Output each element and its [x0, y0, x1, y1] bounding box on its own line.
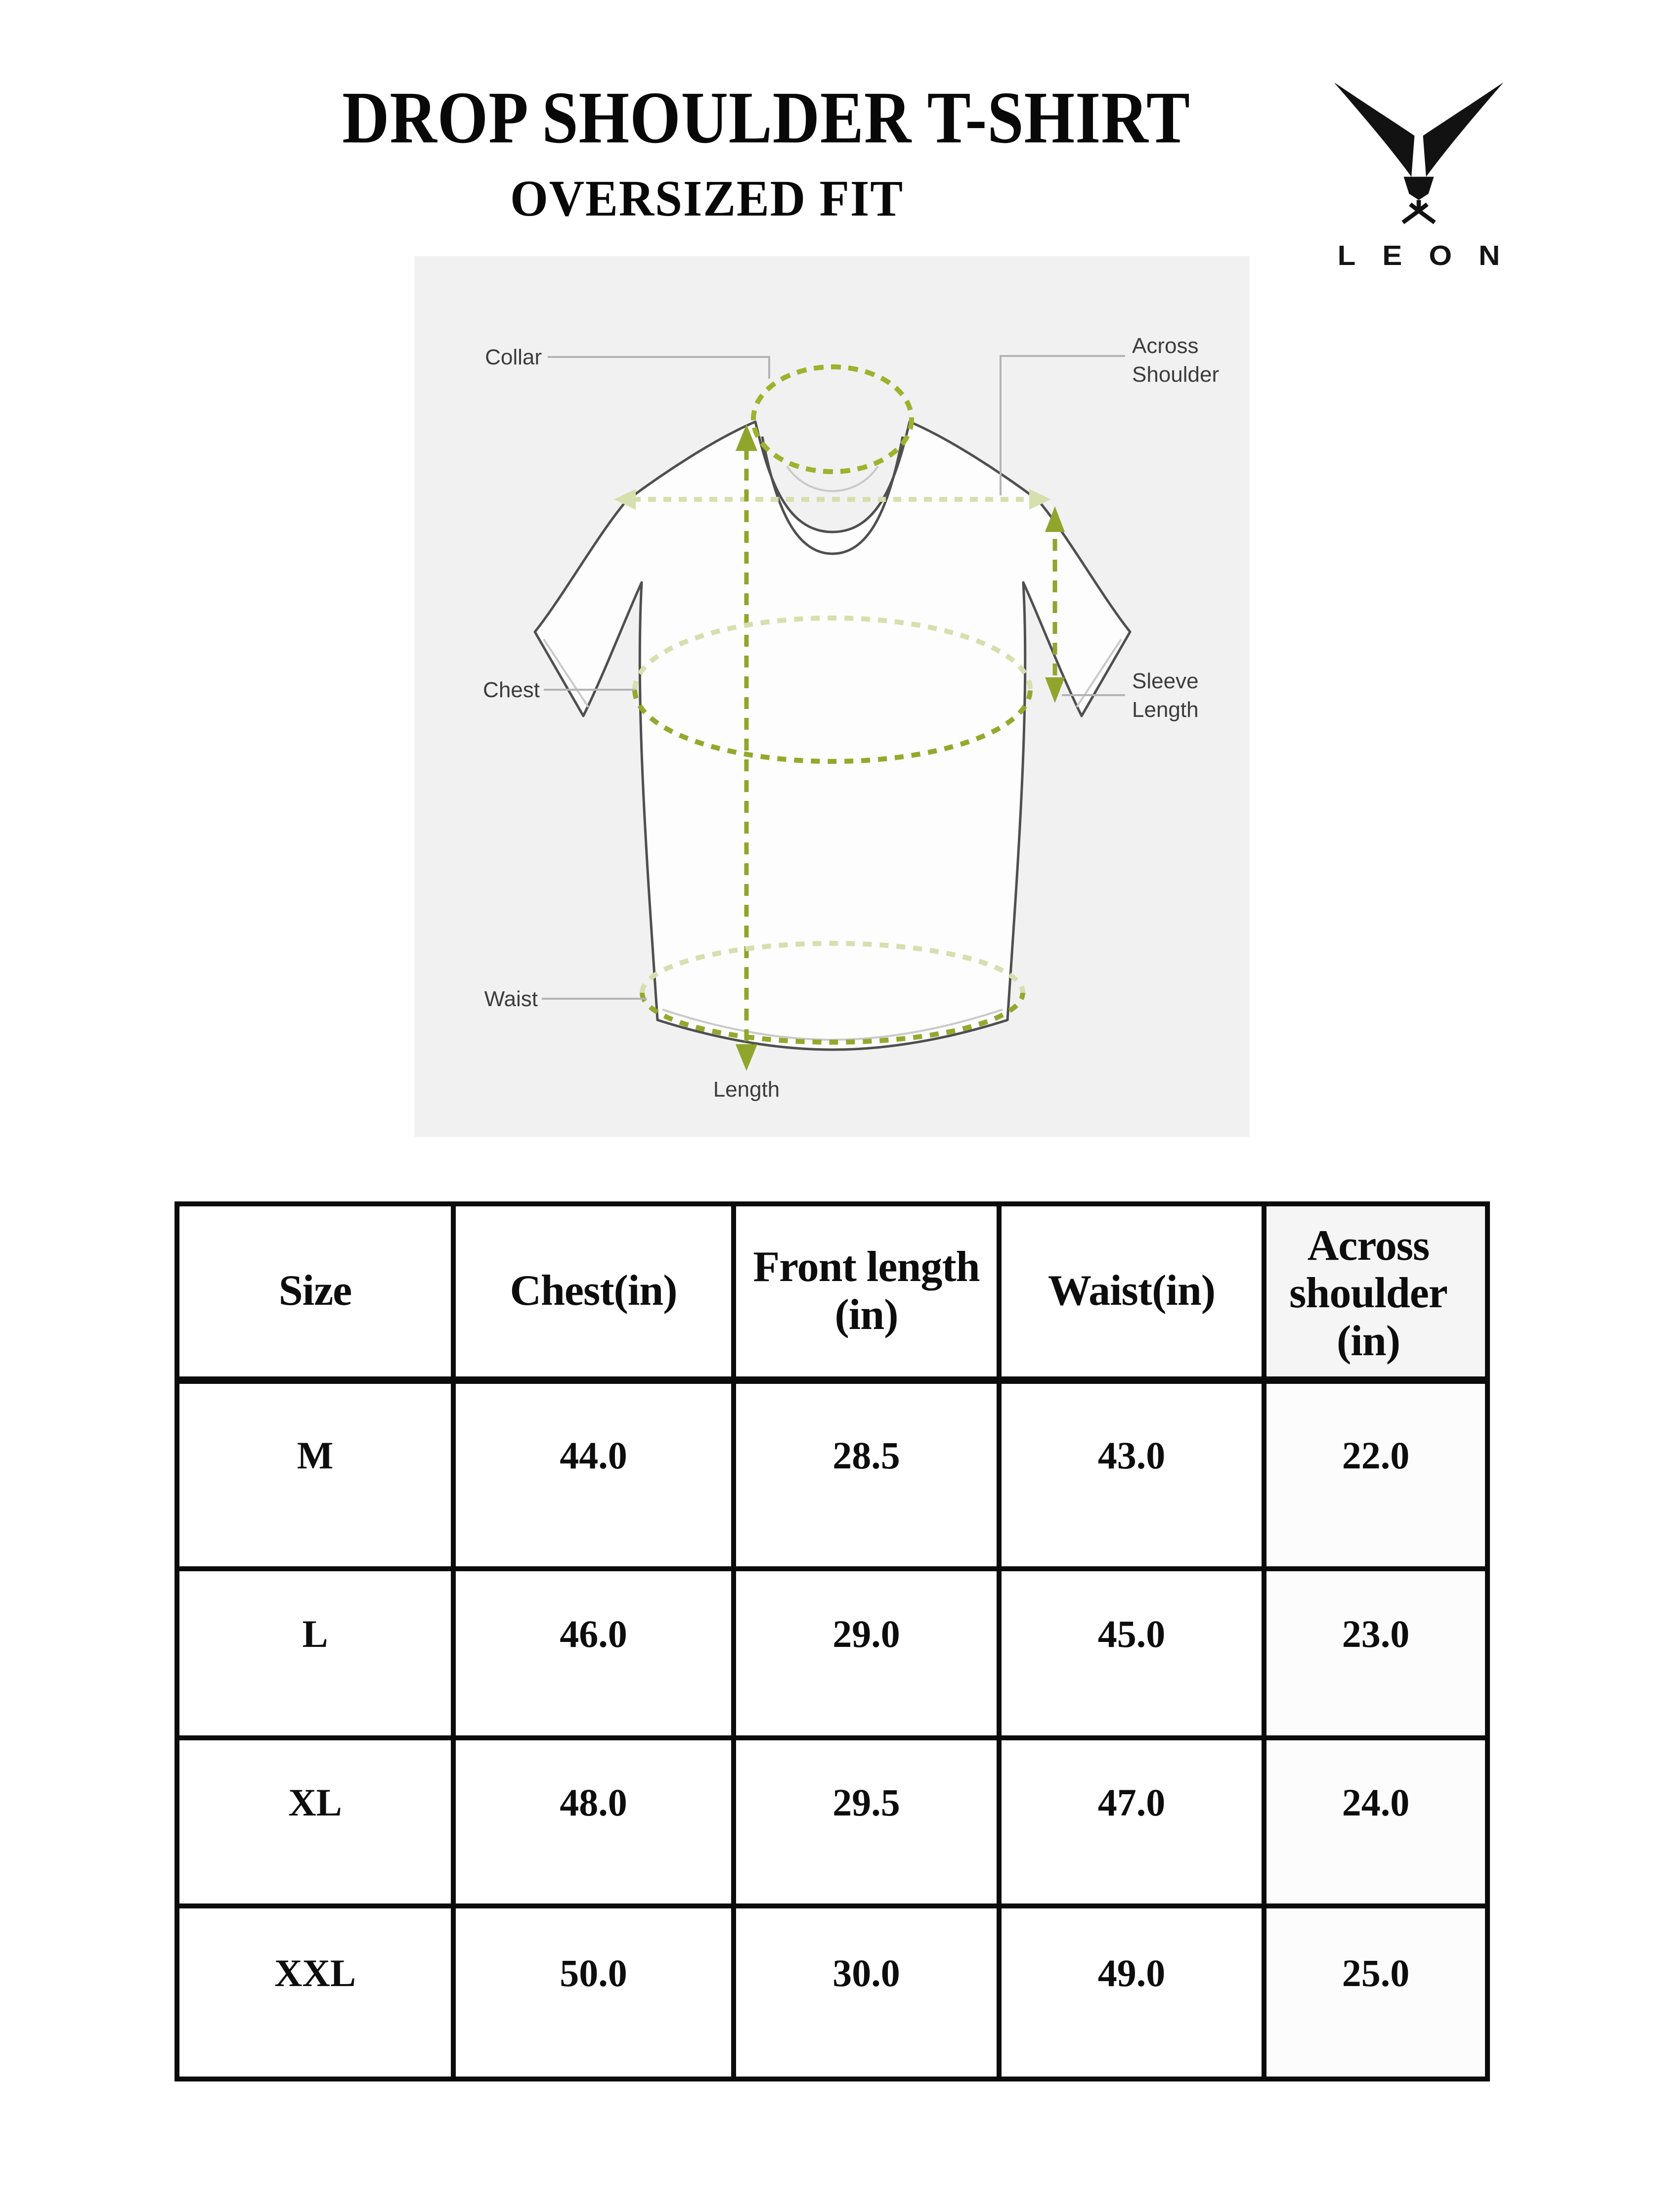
table-row-m	[177, 1380, 1487, 1569]
tshirt-illustration	[414, 256, 1250, 1137]
chest-cell: 48.0	[453, 1738, 734, 1906]
table-row-xxl	[177, 1906, 1487, 2079]
front-length-cell: 28.5	[734, 1380, 999, 1569]
waist-cell: 49.0	[999, 1906, 1264, 2079]
waist-cell: 45.0	[999, 1569, 1264, 1738]
table-header-row	[177, 1204, 1487, 1380]
chest-cell: 46.0	[453, 1569, 734, 1738]
size-cell: M	[177, 1380, 453, 1569]
size-cell: XL	[177, 1738, 453, 1906]
table-row-xl	[177, 1738, 1487, 1906]
waist-cell: 43.0	[999, 1380, 1264, 1569]
table-row-l	[177, 1569, 1487, 1738]
column-header-front-length: Front length (in)	[734, 1204, 999, 1380]
diagram-label-length: Length	[713, 1077, 780, 1102]
brand-wordmark: LEON	[1337, 239, 1527, 271]
size-cell: L	[177, 1569, 453, 1738]
waist-cell: 47.0	[999, 1738, 1264, 1906]
size-cell: XXL	[177, 1906, 453, 2079]
front-length-cell: 29.0	[734, 1569, 999, 1738]
page-subtitle: OVERSIZED FIT	[510, 170, 904, 227]
front-length-cell: 30.0	[734, 1906, 999, 2079]
brand-logo	[1315, 79, 1527, 272]
diagram-label-across-shoulder-line1: Across	[1132, 334, 1199, 358]
chest-cell: 44.0	[453, 1380, 734, 1569]
size-table	[175, 1201, 1490, 2081]
page-title: DROP SHOULDER T-SHIRT	[342, 77, 1190, 159]
chest-cell: 50.0	[453, 1906, 734, 2079]
diagram-label-sleeve-length-line1: Sleeve	[1132, 669, 1199, 693]
column-header-across-shoulder: Across shoulder (in)	[1264, 1204, 1487, 1380]
size-diagram-panel	[414, 256, 1250, 1137]
across-shoulder-leader-line	[1001, 356, 1125, 495]
diagram-label-chest: Chest	[483, 678, 540, 702]
front-length-cell: 29.5	[734, 1738, 999, 1906]
across-shoulder-cell: 24.0	[1264, 1738, 1487, 1906]
column-header-size: Size	[177, 1204, 453, 1380]
diagram-label-across-shoulder-line2: Shoulder	[1132, 362, 1220, 387]
diagram-label-sleeve-length-line2: Length	[1132, 698, 1199, 722]
lion-head-icon	[1328, 79, 1510, 226]
collar-leader-line	[548, 357, 769, 379]
across-shoulder-cell: 22.0	[1264, 1380, 1487, 1569]
diagram-label-collar: Collar	[485, 345, 542, 369]
across-shoulder-cell: 25.0	[1264, 1906, 1487, 2079]
diagram-label-waist: Waist	[484, 987, 538, 1011]
tshirt-outline	[535, 422, 1130, 1050]
column-header-chest: Chest(in)	[453, 1204, 734, 1380]
column-header-waist: Waist(in)	[999, 1204, 1264, 1380]
collar-measure-ellipse	[753, 367, 912, 472]
across-shoulder-cell: 23.0	[1264, 1569, 1487, 1738]
